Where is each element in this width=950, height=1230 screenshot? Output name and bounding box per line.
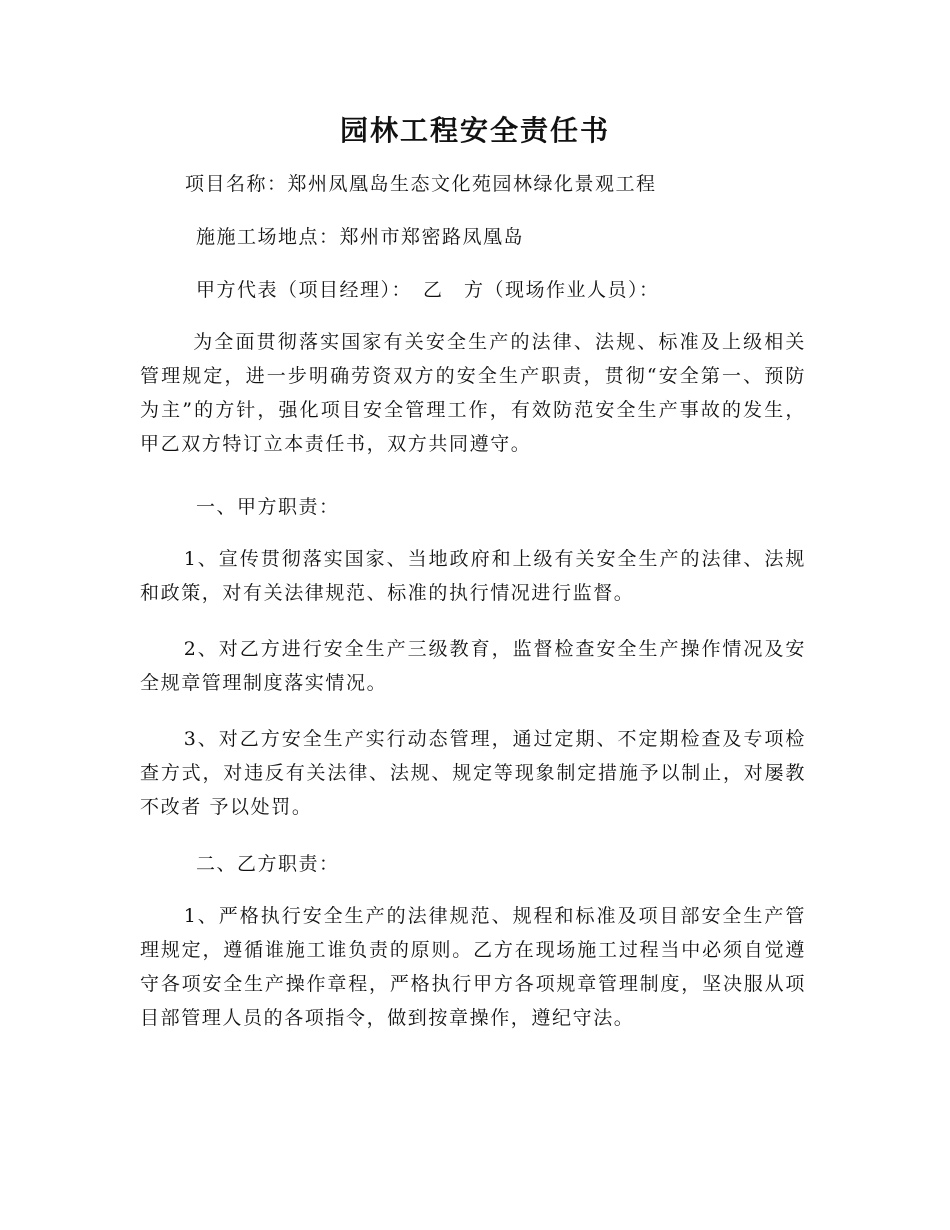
site-location-line: 施施工场地点：郑州市郑密路凤凰岛 <box>196 226 525 248</box>
parties-line: 甲方代表（项目经理）： 乙 方（现场作业人员）： <box>196 279 660 301</box>
section1-item-2: 2、对乙方进行安全生产三级教育，监督检查安全生产操作情况及安全规章管理制度落实情况。 <box>140 638 806 694</box>
section2-item-1: 1、严格执行安全生产的法律规范、规程和标准及项目部安全生产管理规定，遵循谁施工谁负责的原则。乙方在现场施工过程当中必须自觉遵守各项安全生产操作章程，严格执行甲方各项规章管理制度，坚决服从项目部管理人员的各项指令，做到按章操作，遵纪守法。 <box>140 905 806 1029</box>
section2-heading: 二、乙方职责： <box>196 853 340 875</box>
intro-paragraph: 为全面贯彻落实国家有关安全生产的法律、法规、标准及上级相关管理规定，进一步明确劳资双方的安全生产职责，贯彻“安全第一、预防为主”的方针，强化项目安全管理工作，有效防范安全生产事故的发生，甲乙双方特订立本责任书，双方共同遵守。 <box>140 331 806 455</box>
document-title: 园林工程安全责任书 <box>339 114 610 147</box>
section1-item-3: 3、对乙方安全生产实行动态管理，通过定期、不定期检查及专项检查方式，对违反有关法律、法规、规定等现象制定措施予以制止，对屡教不改者 予以处罚。 <box>140 728 806 818</box>
section1-item-1: 1、宣传贯彻落实国家、当地政府和上级有关安全生产的法律、法规和政策，对有关法律规范、标准的执行情况进行监督。 <box>140 548 806 604</box>
section1-heading: 一、甲方职责： <box>196 496 340 518</box>
project-name-line: 项目名称：郑州凤凰岛生态文化苑园林绿化景观工程 <box>185 173 657 195</box>
